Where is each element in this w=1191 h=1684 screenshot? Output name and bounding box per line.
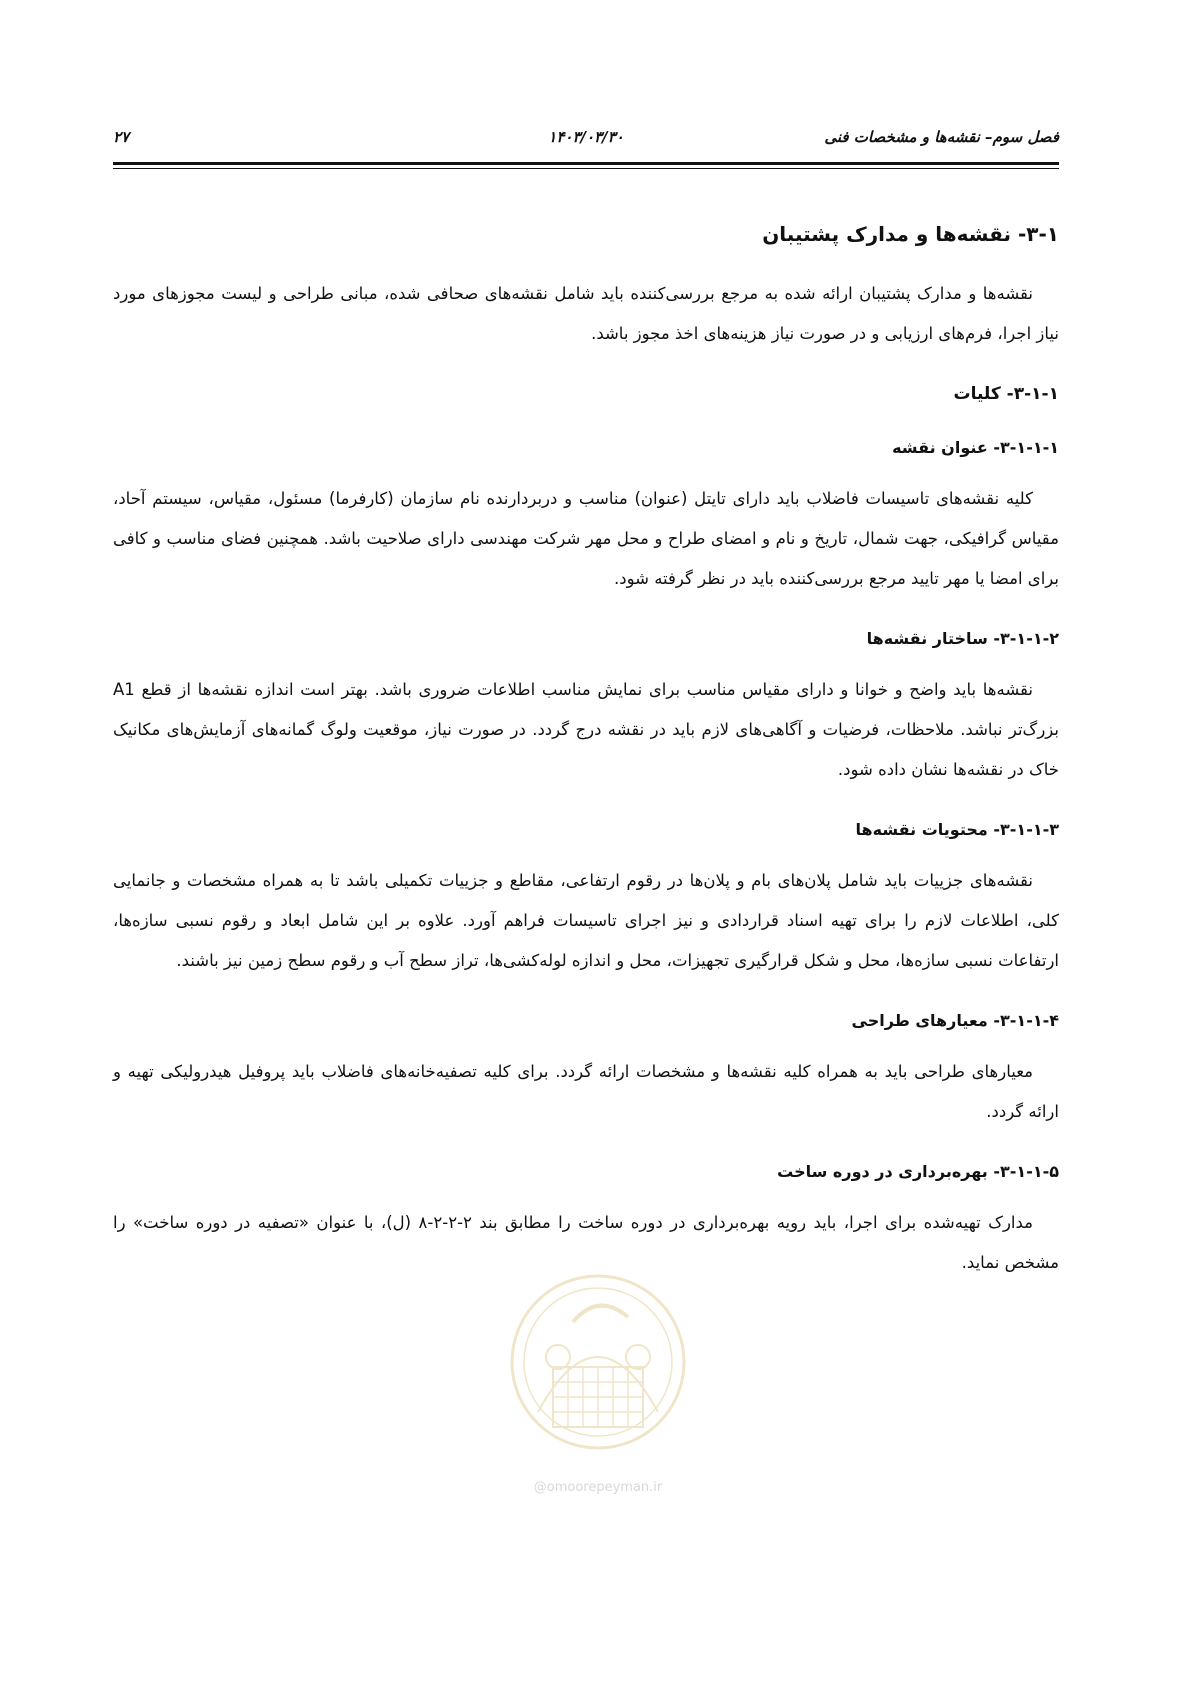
- watermark-text: @omoorepeyman.ir: [533, 1480, 663, 1495]
- item-text-5: مدارک تهیه‌شده برای اجرا، باید رویه بهره‌برداری در دوره ساخت را مطابق بند ۲-۲-۲-۸ (ل)، با عنوان «تصفیه در دوره ساخت» را مشخص نماید.: [113, 1213, 1059, 1272]
- page-header: [113, 128, 1059, 158]
- item-title-2: ۳-۱-۱-۲- ساختار نقشه‌ها: [866, 629, 1059, 648]
- chapter-title: فصل سوم– نقشه‌ها و مشخصات فنی: [824, 128, 1059, 146]
- header-rule-thin: [113, 168, 1059, 169]
- header-date: ۱۴۰۳/۰۳/۳۰: [548, 128, 624, 146]
- item-text-3: نقشه‌های جزییات باید شامل پلان‌های بام و پلان‌ها در رقوم ارتفاعی، مقاطع و جزییات تکمیلی باشد تا به همراه مشخصات و جانمایی کلی، اطلاعات لازم را برای تهیه اسناد قراردادی و نیز اجرای تاسیسات فراهم آورد. علاوه بر این شامل ابعاد و رقوم نسبی سازه‌ها، ارتفاعات نسبی سازه‌ها، محل و شکل قرارگیری تجهیزات، محل و اندازه لوله‌کشی‌ها، تراز سطح آب و رقوم سطح زمین نیز باشند.: [113, 871, 1059, 970]
- item-title-4: ۳-۱-۱-۴- معیارهای طراحی: [851, 1011, 1059, 1030]
- item-text-4: معیارهای طراحی باید به همراه کلیه نقشه‌ها و مشخصات ارائه گردد. برای کلیه تصفیه‌خانه‌های فاضلاب باید پروفیل هیدرولیکی تهیه و ارائه گردد.: [113, 1062, 1059, 1121]
- section-title: ۳-۱- نقشه‌ها و مدارک پشتیبان: [762, 222, 1059, 246]
- item-text-2: نقشه‌ها باید واضح و خوانا و دارای مقیاس مناسب برای نمایش مناسب اطلاعات ضروری باشد. بهتر است اندازه نقشه‌ها از قطع A1 بزرگ‌تر نباشد. ملاحظات، فرضیات و آگاهی‌های لازم باید در نقشه درج گردد. در صورت نیاز، موقعیت ولوگ گمانه‌های آزمایش‌های مکانیک خاک در نقشه‌ها نشان داده شود.: [113, 680, 1059, 779]
- item-title-1: ۳-۱-۱-۱- عنوان نقشه: [892, 438, 1059, 457]
- header-rule-thick: [113, 162, 1059, 165]
- item-title-5: ۳-۱-۱-۵- بهره‌برداری در دوره ساخت: [777, 1162, 1059, 1181]
- item-title-3: ۳-۱-۱-۳- محتویات نقشه‌ها: [855, 820, 1059, 839]
- page-number: ۲۷: [113, 128, 130, 146]
- item-text-1: کلیه نقشه‌های تاسیسات فاضلاب باید دارای تایتل (عنوان) مناسب و دربردارنده نام سازمان (کارفرما) مسئول، مقیاس، سیستم آحاد، مقیاس گرافیکی، جهت شمال، تاریخ و نام و امضای طراح و محل مهر شرکت مهندسی دارای صلاحیت باشد. همچنین فضای مناسب و کافی برای امضا یا مهر تایید مرجع بررسی‌کننده باید در نظر گرفته شود.: [113, 489, 1059, 588]
- subsection-title: ۳-۱-۱- کلیات: [953, 384, 1059, 404]
- main-content: [113, 210, 1059, 1283]
- watermark-seal: [498, 1262, 698, 1502]
- seal-icon: [498, 1262, 698, 1477]
- section-intro: نقشه‌ها و مدارک پشتیبان ارائه شده به مرجع بررسی‌کننده باید شامل نقشه‌های صحافی شده، مبانی طراحی و لیست مجوزهای مورد نیاز اجرا، فرم‌های ارزیابی و در صورت نیاز هزینه‌های اخذ مجوز باشد.: [113, 284, 1059, 343]
